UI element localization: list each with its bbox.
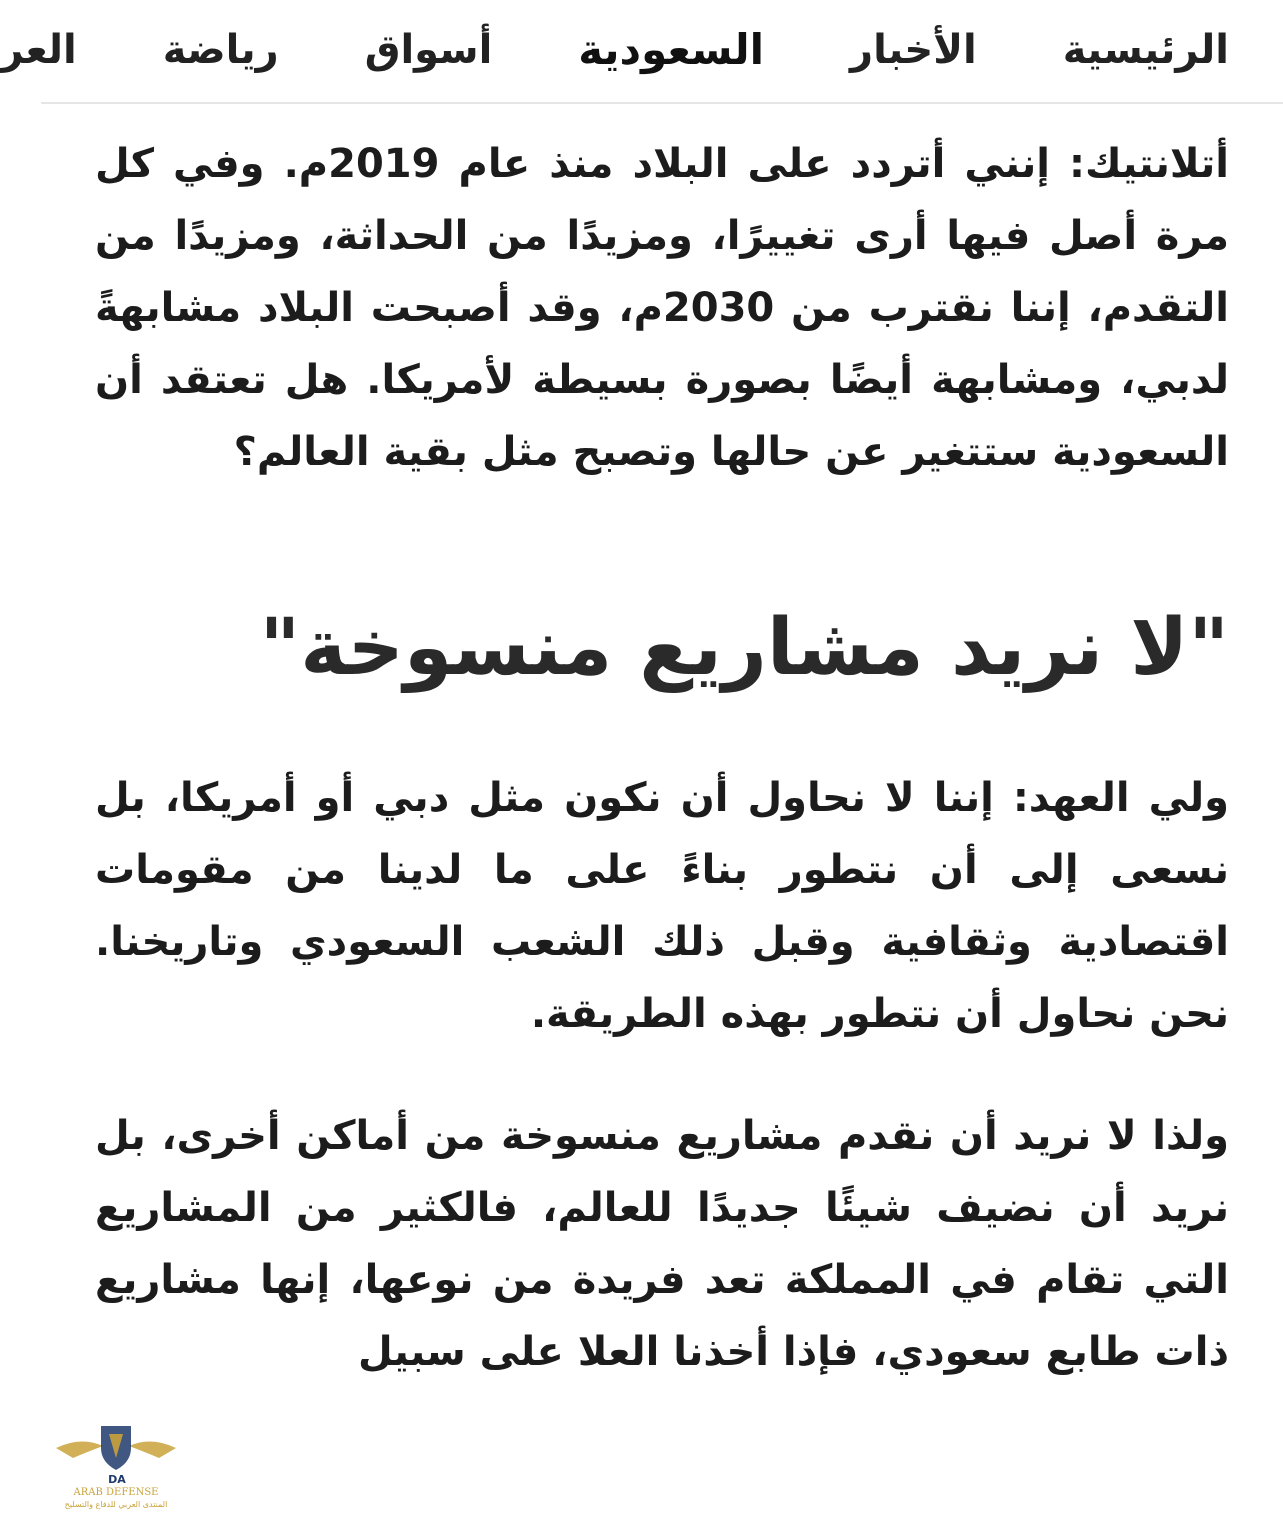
article-section-heading: "لا نريد مشاريع منسوخة"	[259, 603, 1229, 693]
site-watermark	[51, 1418, 181, 1510]
nav-item-saudi[interactable]: السعودية	[578, 25, 765, 74]
watermark-abbr: DA	[108, 1473, 126, 1486]
nav-item-news[interactable]: الأخبار	[850, 27, 977, 73]
top-navigation	[0, 0, 1283, 104]
nav-item-markets[interactable]: أسواق	[364, 27, 493, 73]
nav-item-home[interactable]: الرئيسية	[1062, 27, 1229, 73]
watermark-name: ARAB DEFENSE	[73, 1487, 159, 1498]
nav-items	[1, 0, 1230, 100]
article-paragraph-continued: ولذا لا نريد أن نقدم مشاريع منسوخة من أماكن أخرى، بل نريد أن نضيف شيئًا جديدًا للعالم، فالكثير من المشاريع التي تقام في المملكة تعد فريدة من نوعها، إنها مشاريع ذات طابع سعودي، فإذا أخذنا العلا على سبيل	[95, 1113, 1229, 1375]
article-paragraph-question: أتلانتيك: إنني أتردد على البلاد منذ عام 2019م. وفي كل مرة أصل فيها أرى تغييرًا، ومزيدًا من الحداثة، ومزيدًا من التقدم، إننا نقترب من 2030م، وقد أصبحت البلاد مشابهةً لدبي، ومشابهة أيضًا بصورة بسيطة لأمريكا. هل تعتقد أن السعودية ستتغير عن حالها وتصبح مثل بقية العالم؟	[95, 141, 1229, 475]
nav-item-sports[interactable]: رياضة	[162, 27, 279, 73]
watermark-subtitle: المنتدى العربي للدفاع والتسليح	[64, 1500, 168, 1509]
nav-item-arab[interactable]: العر	[0, 27, 77, 73]
shield-wings-icon	[51, 1418, 181, 1510]
article-paragraph-answer: ولي العهد: إننا لا نحاول أن نكون مثل دبي أو أمريكا، بل نسعى إلى أن نتطور بناءً على ما لدينا من مقومات اقتصادية وثقافية وقبل ذلك الشعب السعودي وتاريخنا. نحن نحاول أن نتطور بهذه الطريقة.	[95, 775, 1229, 1037]
article-body	[95, 128, 1229, 1388]
